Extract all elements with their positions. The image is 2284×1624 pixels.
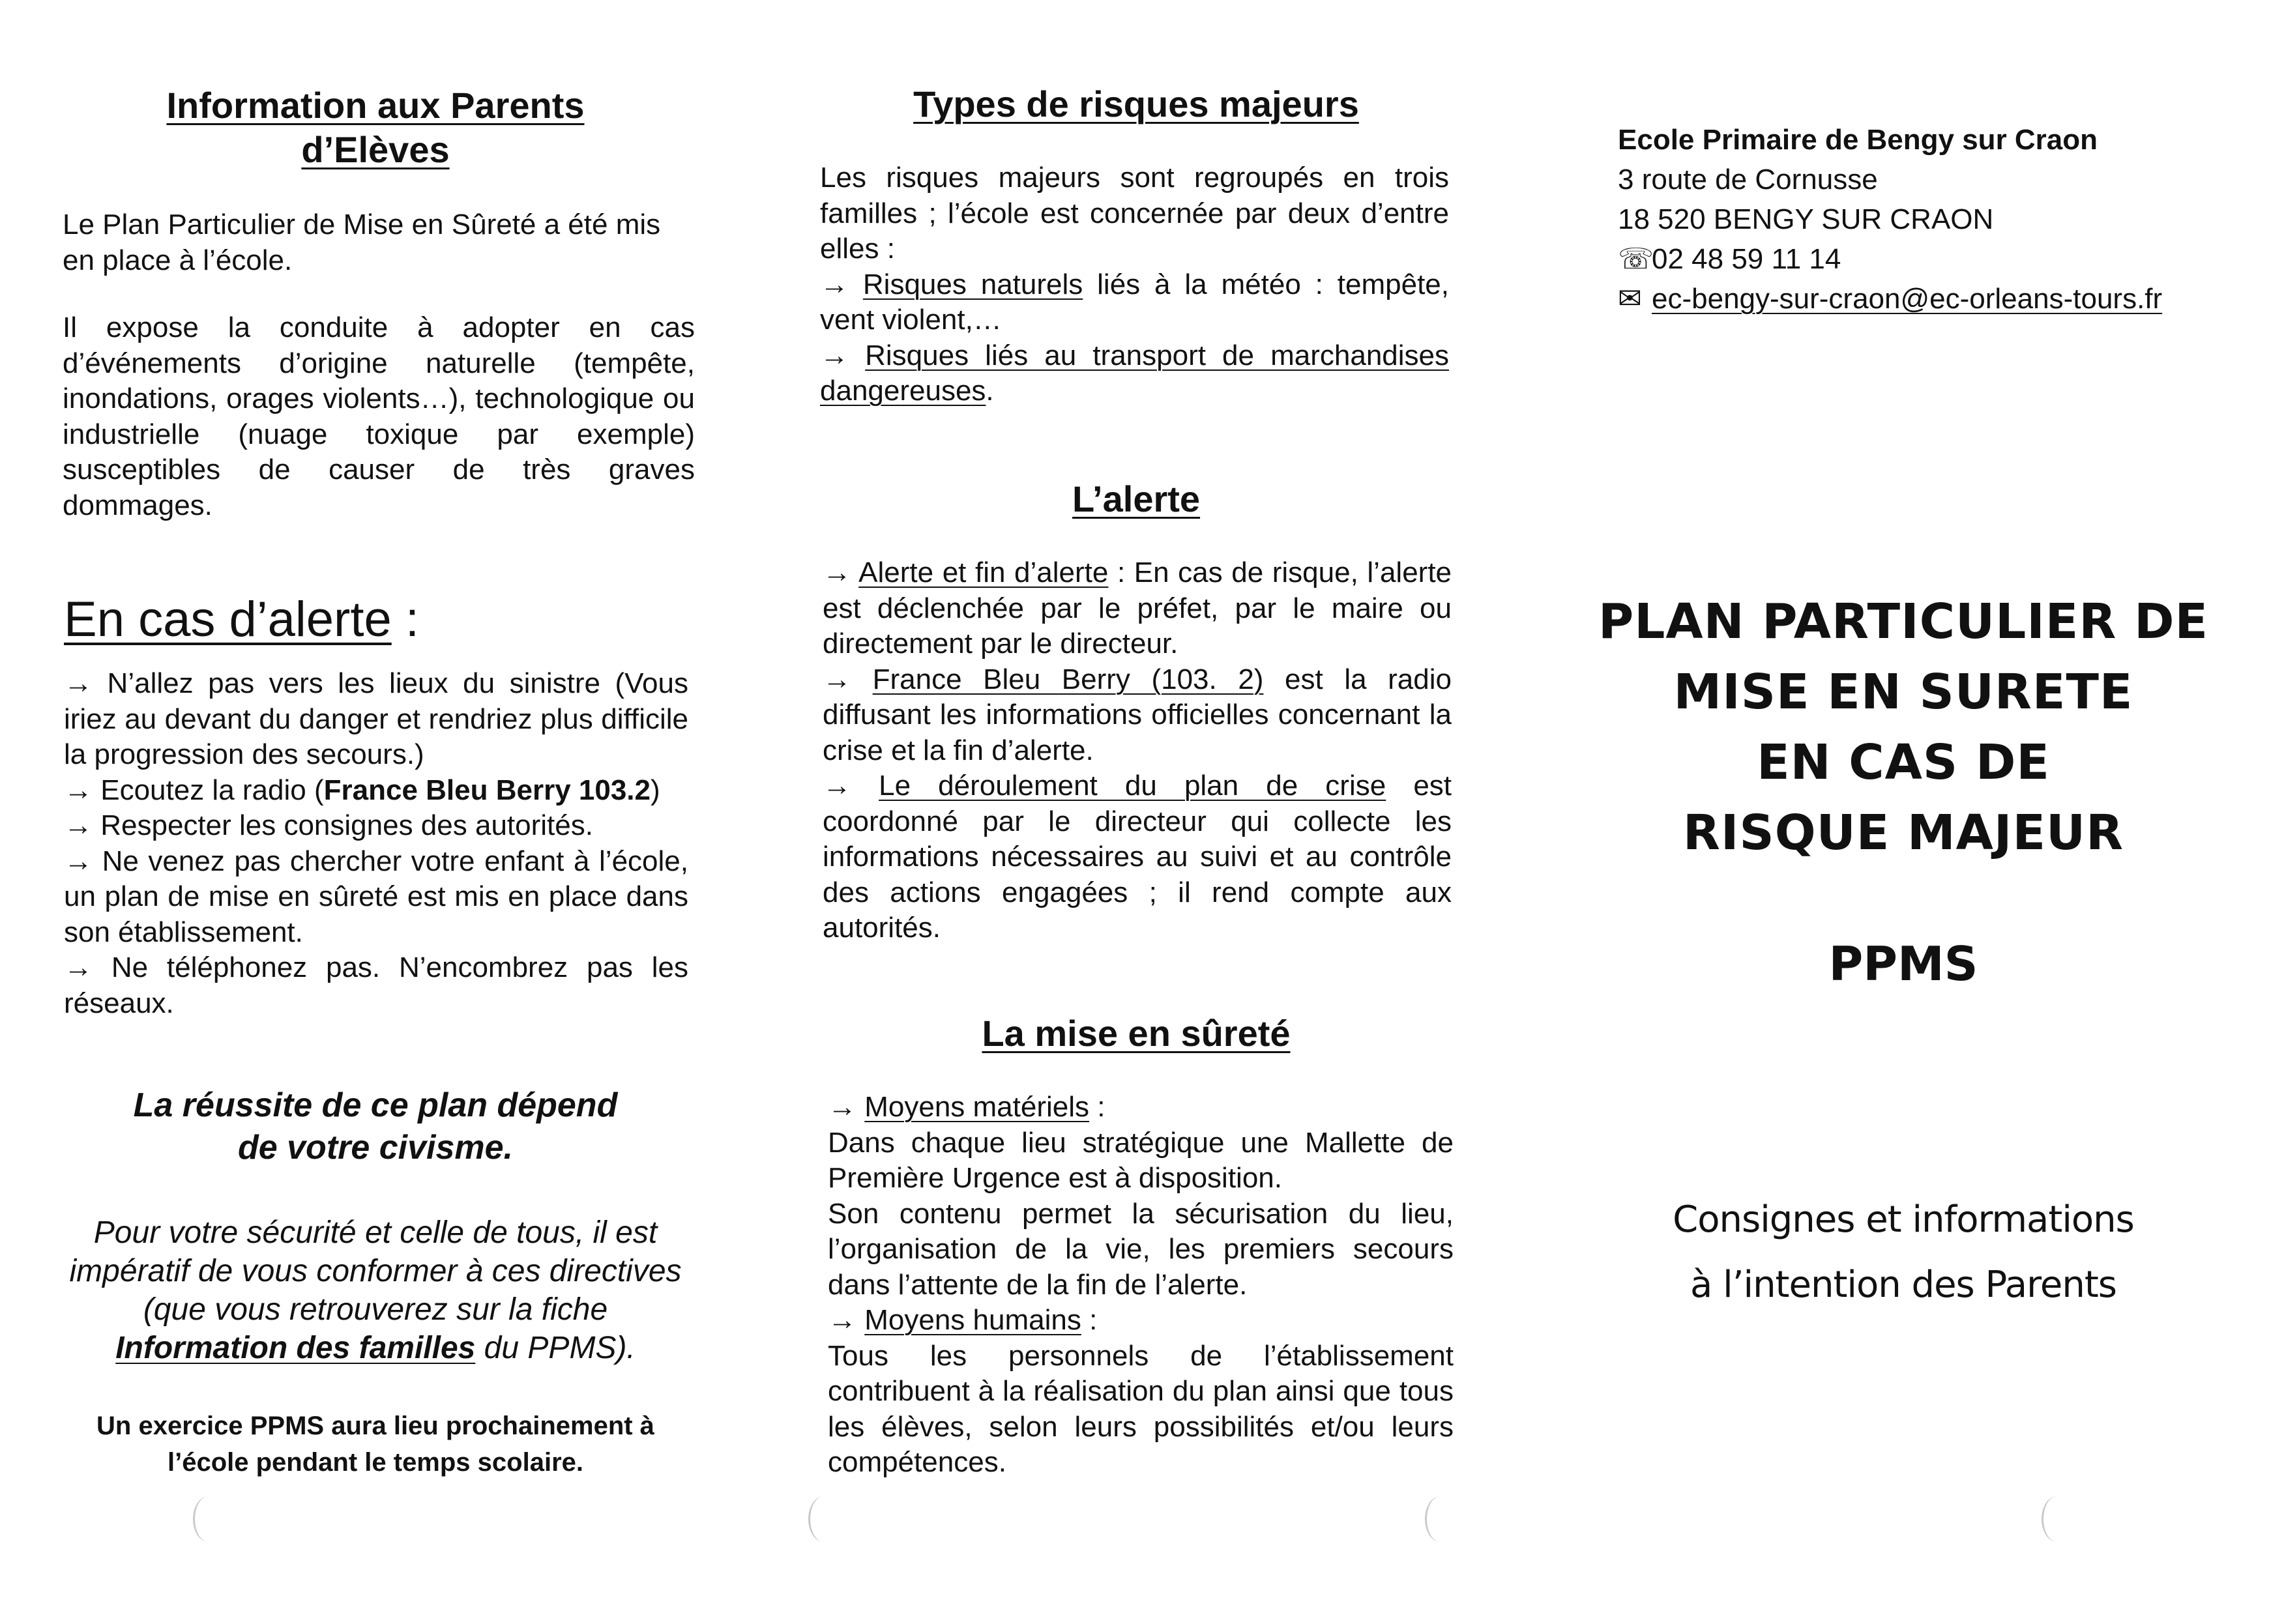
alert-instruction-3 [64,808,688,844]
arrow-icon: → [820,268,863,300]
alert-item-2-label: France Bleu Berry (103. 2) [872,663,1264,695]
human-means-label: Moyens humains [864,1304,1081,1336]
email-address[interactable]: ec-bengy-sur-craon@ec-orleans-tours.fr [1652,283,2163,315]
families-info-reference: Information des familles [115,1331,476,1365]
alert-instruction-3-text: → Respecter les consignes des autorités. [64,809,593,841]
ppms-acronym: PPMS [1828,936,1978,991]
alert-item-1-label: Alerte et fin d’alerte [858,557,1109,588]
risk-type-transport [820,338,1449,409]
info-heading-line1: Information aux Parents [166,85,585,126]
document-title [1577,587,2229,868]
alert-section-heading: L’alerte [1072,478,1201,519]
subtitle-line1: Consignes et informations [1673,1198,2134,1241]
exercise-notice [63,1408,688,1481]
arrow-icon: → [823,770,879,802]
intro-paragraph-1: Le Plan Particulier de Mise en Sûreté a été mis en place à l’école. [63,209,661,276]
fold-mark [193,1496,224,1542]
security-notice-text: Pour votre sécurité et celle de tous, il est impératif de vous conformer à ces directives (que vous retrouverez sur la fiche [69,1215,682,1327]
civisme-line1: La réussite de ce plan dépend [133,1086,618,1124]
exercise-line2: l’école pendant le temps scolaire. [167,1448,583,1477]
info-heading [63,83,688,172]
intro-paragraph-2: Il expose la conduite à adopter en cas d’événements d’origine naturelle (tempête, inondations, orages violents…), technologique ou industrielle (nuage toxique par exemple) susceptibles de causer de très graves dommages. [63,312,695,521]
civisme-statement [63,1084,688,1169]
alert-section [823,555,1452,946]
material-means-text-1: Dans chaque lieu stratégique une Mallette de Première Urgence est à disposition. [828,1126,1454,1194]
subtitle-line2: à l’intention des Parents [1690,1264,2116,1306]
material-means-label: Moyens matériels [864,1091,1090,1123]
safety-heading: La mise en sûreté [982,1013,1291,1054]
phone-line [1618,239,2162,279]
school-name: Ecole Primaire de Bengy sur Craon [1618,124,2098,156]
title-line4: RISQUE MAJEUR [1682,805,2124,861]
security-notice-end: du PPMS). [475,1331,636,1365]
civisme-line2: de votre civisme. [238,1129,513,1167]
alert-instructions-list [64,666,688,1021]
arrow-icon: → [823,663,873,695]
alert-instruction-2-close: ) [651,774,660,806]
alert-heading-colon: : [391,592,419,647]
title-line2: MISE EN SURETE [1673,664,2133,720]
info-heading-line2: d’Elèves [301,129,450,170]
school-address-line2: 18 520 BENGY SUR CRAON [1618,203,1994,235]
exercise-line1: Un exercice PPMS aura lieu prochainement à [96,1412,654,1440]
risk-types-heading: Types de risques majeurs [913,83,1359,124]
alert-item-3 [823,768,1452,946]
risk-types-section [820,160,1449,409]
alert-item-2-text: est la radio diffusant les informations officielles concernant la crise et la fin d’alerte. [823,663,1452,766]
material-means-text-2: Son contenu permet la sécurisation du lieu, l’organisation de la vie, les premiers secours dans l’attente de la fin de l’alerte. [828,1197,1454,1301]
document-subtitle [1577,1187,2229,1318]
alert-heading-text: En cas d’alerte [64,592,392,647]
alert-item-1 [823,555,1452,662]
alert-instruction-4-text: → Ne venez pas chercher votre enfant à l’école, un plan de mise en sûreté est mis en place dans son établissement. [64,845,688,948]
risk-type-natural-label: Risques naturels [862,268,1083,300]
human-means-text: Tous les personnels de l’établissement contribuent à la réalisation du plan ainsi que tous les élèves, selon leurs possibilités et/ou leurs compétences. [828,1339,1454,1478]
arrow-icon: → [820,339,866,371]
phone-icon: ☏ [1618,243,1654,275]
risk-types-intro: Les risques majeurs sont regroupés en trois familles ; l’école est concernée par deux d’entre elles : [820,162,1449,265]
title-line1: PLAN PARTICULIER DE [1598,594,2209,650]
alert-instruction-1-text: → N’allez pas vers les lieux du sinistre (Vous iriez au devant du danger et rendriez plus difficile la progression des secours.) [64,667,688,770]
security-notice [63,1213,688,1367]
email-line [1618,279,2162,319]
arrow-icon: → [823,557,859,588]
alert-item-3-label: Le déroulement du plan de crise [879,770,1386,802]
risk-type-transport-label: Risques liés au transport de marchandises dangereuses [820,339,1450,407]
alert-item-2 [823,662,1452,769]
alert-item-1-text: : En cas de risque, l’alerte est déclenchée par le préfet, par le maire ou directement par le directeur. [823,557,1452,660]
human-means: → Moyens humains : [828,1304,1098,1336]
fold-mark [1425,1496,1456,1542]
envelope-icon: ✉ [1618,283,1642,315]
material-means: → Moyens matériels : [828,1091,1105,1123]
risk-type-natural-text: liés à la météo : tempête, vent violent,… [820,268,1449,336]
fold-mark [808,1496,839,1542]
alert-instruction-5-text: → Ne téléphonez pas. N’encombrez pas les réseaux. [64,951,688,1019]
phone-number: 02 48 59 11 14 [1652,243,1841,275]
risk-type-transport-text: . [986,375,994,407]
alert-instruction-1 [64,666,688,773]
safety-section [828,1090,1454,1481]
alert-instruction-2-text: → Ecoutez la radio ( [64,774,324,806]
alert-instruction-2-radio: France Bleu Berry 103.2 [323,774,651,806]
school-contact [1618,120,2162,319]
alert-heading [64,590,419,649]
alert-instruction-4 [64,844,688,951]
alert-instruction-5 [64,950,688,1021]
fold-mark [2042,1496,2072,1542]
risk-type-natural [820,267,1449,338]
alert-instruction-2 [64,773,688,809]
title-line3: EN CAS DE [1757,734,2050,790]
alert-item-3-text: est coordonné par le directeur qui collecte les informations nécessaires au suivi et au contrôle des actions engagées ; il rend compte aux autorités. [823,770,1452,944]
school-address-line1: 3 route de Cornusse [1618,164,1878,196]
